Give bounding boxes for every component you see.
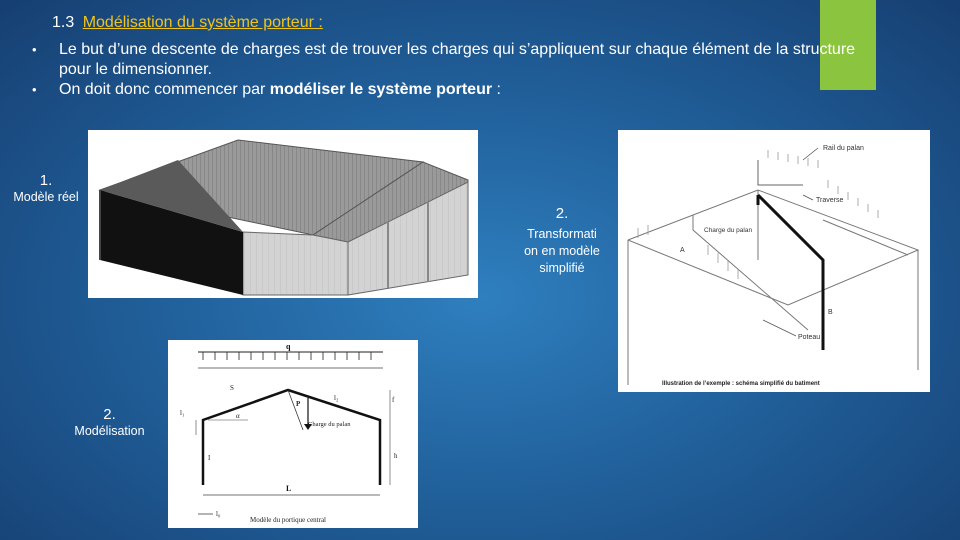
- simplified-caption: Illustration de l’exemple : schéma simplifié du batiment: [662, 381, 820, 387]
- section-title-link[interactable]: Modélisation du système porteur :: [82, 14, 323, 31]
- step2b-label: [62, 406, 157, 440]
- bullet-bold: modéliser le système porteur: [269, 81, 493, 98]
- section-number: 1.3: [52, 14, 75, 31]
- portique-diagram: [168, 340, 418, 528]
- step1-number: 1.: [39, 172, 53, 189]
- L-label: L: [286, 484, 292, 493]
- step1-label: [5, 172, 87, 206]
- i-label: I: [208, 454, 211, 462]
- portique-caption: Modèle du portique central: [250, 516, 327, 524]
- h-label: h: [394, 452, 398, 460]
- bullet-suffix: :: [492, 81, 501, 98]
- step2a-number: 2.: [555, 205, 569, 222]
- l1-label: l₁: [180, 409, 185, 417]
- real-building-image: [88, 130, 478, 298]
- bullet-prefix: On doit donc commencer par: [59, 81, 270, 98]
- portique-model-image: [168, 340, 418, 528]
- q-label: q: [286, 342, 291, 351]
- simplified-diagram: [618, 130, 930, 392]
- simplified-model-image: [618, 130, 930, 392]
- bullet-text: Le but d’une descente de charges est de trouver les charges qui s’appliquent sur chaque élément de la structure pour le dimensionner.: [59, 41, 856, 78]
- section-title: [52, 14, 323, 32]
- rail-label: Rail du palan: [823, 145, 864, 152]
- bullet-item: [30, 80, 870, 100]
- poteau-label: Poteau: [798, 334, 821, 341]
- l0-label: l₀: [216, 510, 221, 518]
- f-label: f: [392, 396, 395, 404]
- alpha-label: α: [236, 412, 240, 420]
- bullet-list: [30, 40, 870, 100]
- s-label: S: [230, 384, 234, 392]
- step1-text: Modèle réel: [13, 190, 79, 204]
- point-b-label: B: [828, 309, 833, 316]
- step2a-text: Transformation en modèle simplifié: [524, 227, 600, 275]
- bullet-item: [30, 40, 870, 80]
- building-drawing: [88, 130, 478, 298]
- point-a-label: A: [680, 247, 685, 254]
- traverse-label: Traverse: [816, 197, 844, 204]
- step2a-label: [521, 205, 603, 277]
- l2-label: l₂: [334, 394, 339, 402]
- portique-charge-label: Charge du palan: [308, 421, 351, 428]
- p-label: P: [296, 400, 301, 408]
- charge-label: Charge du palan: [704, 227, 753, 234]
- step2b-number: 2.: [103, 406, 116, 423]
- step2b-text: Modélisation: [74, 424, 145, 438]
